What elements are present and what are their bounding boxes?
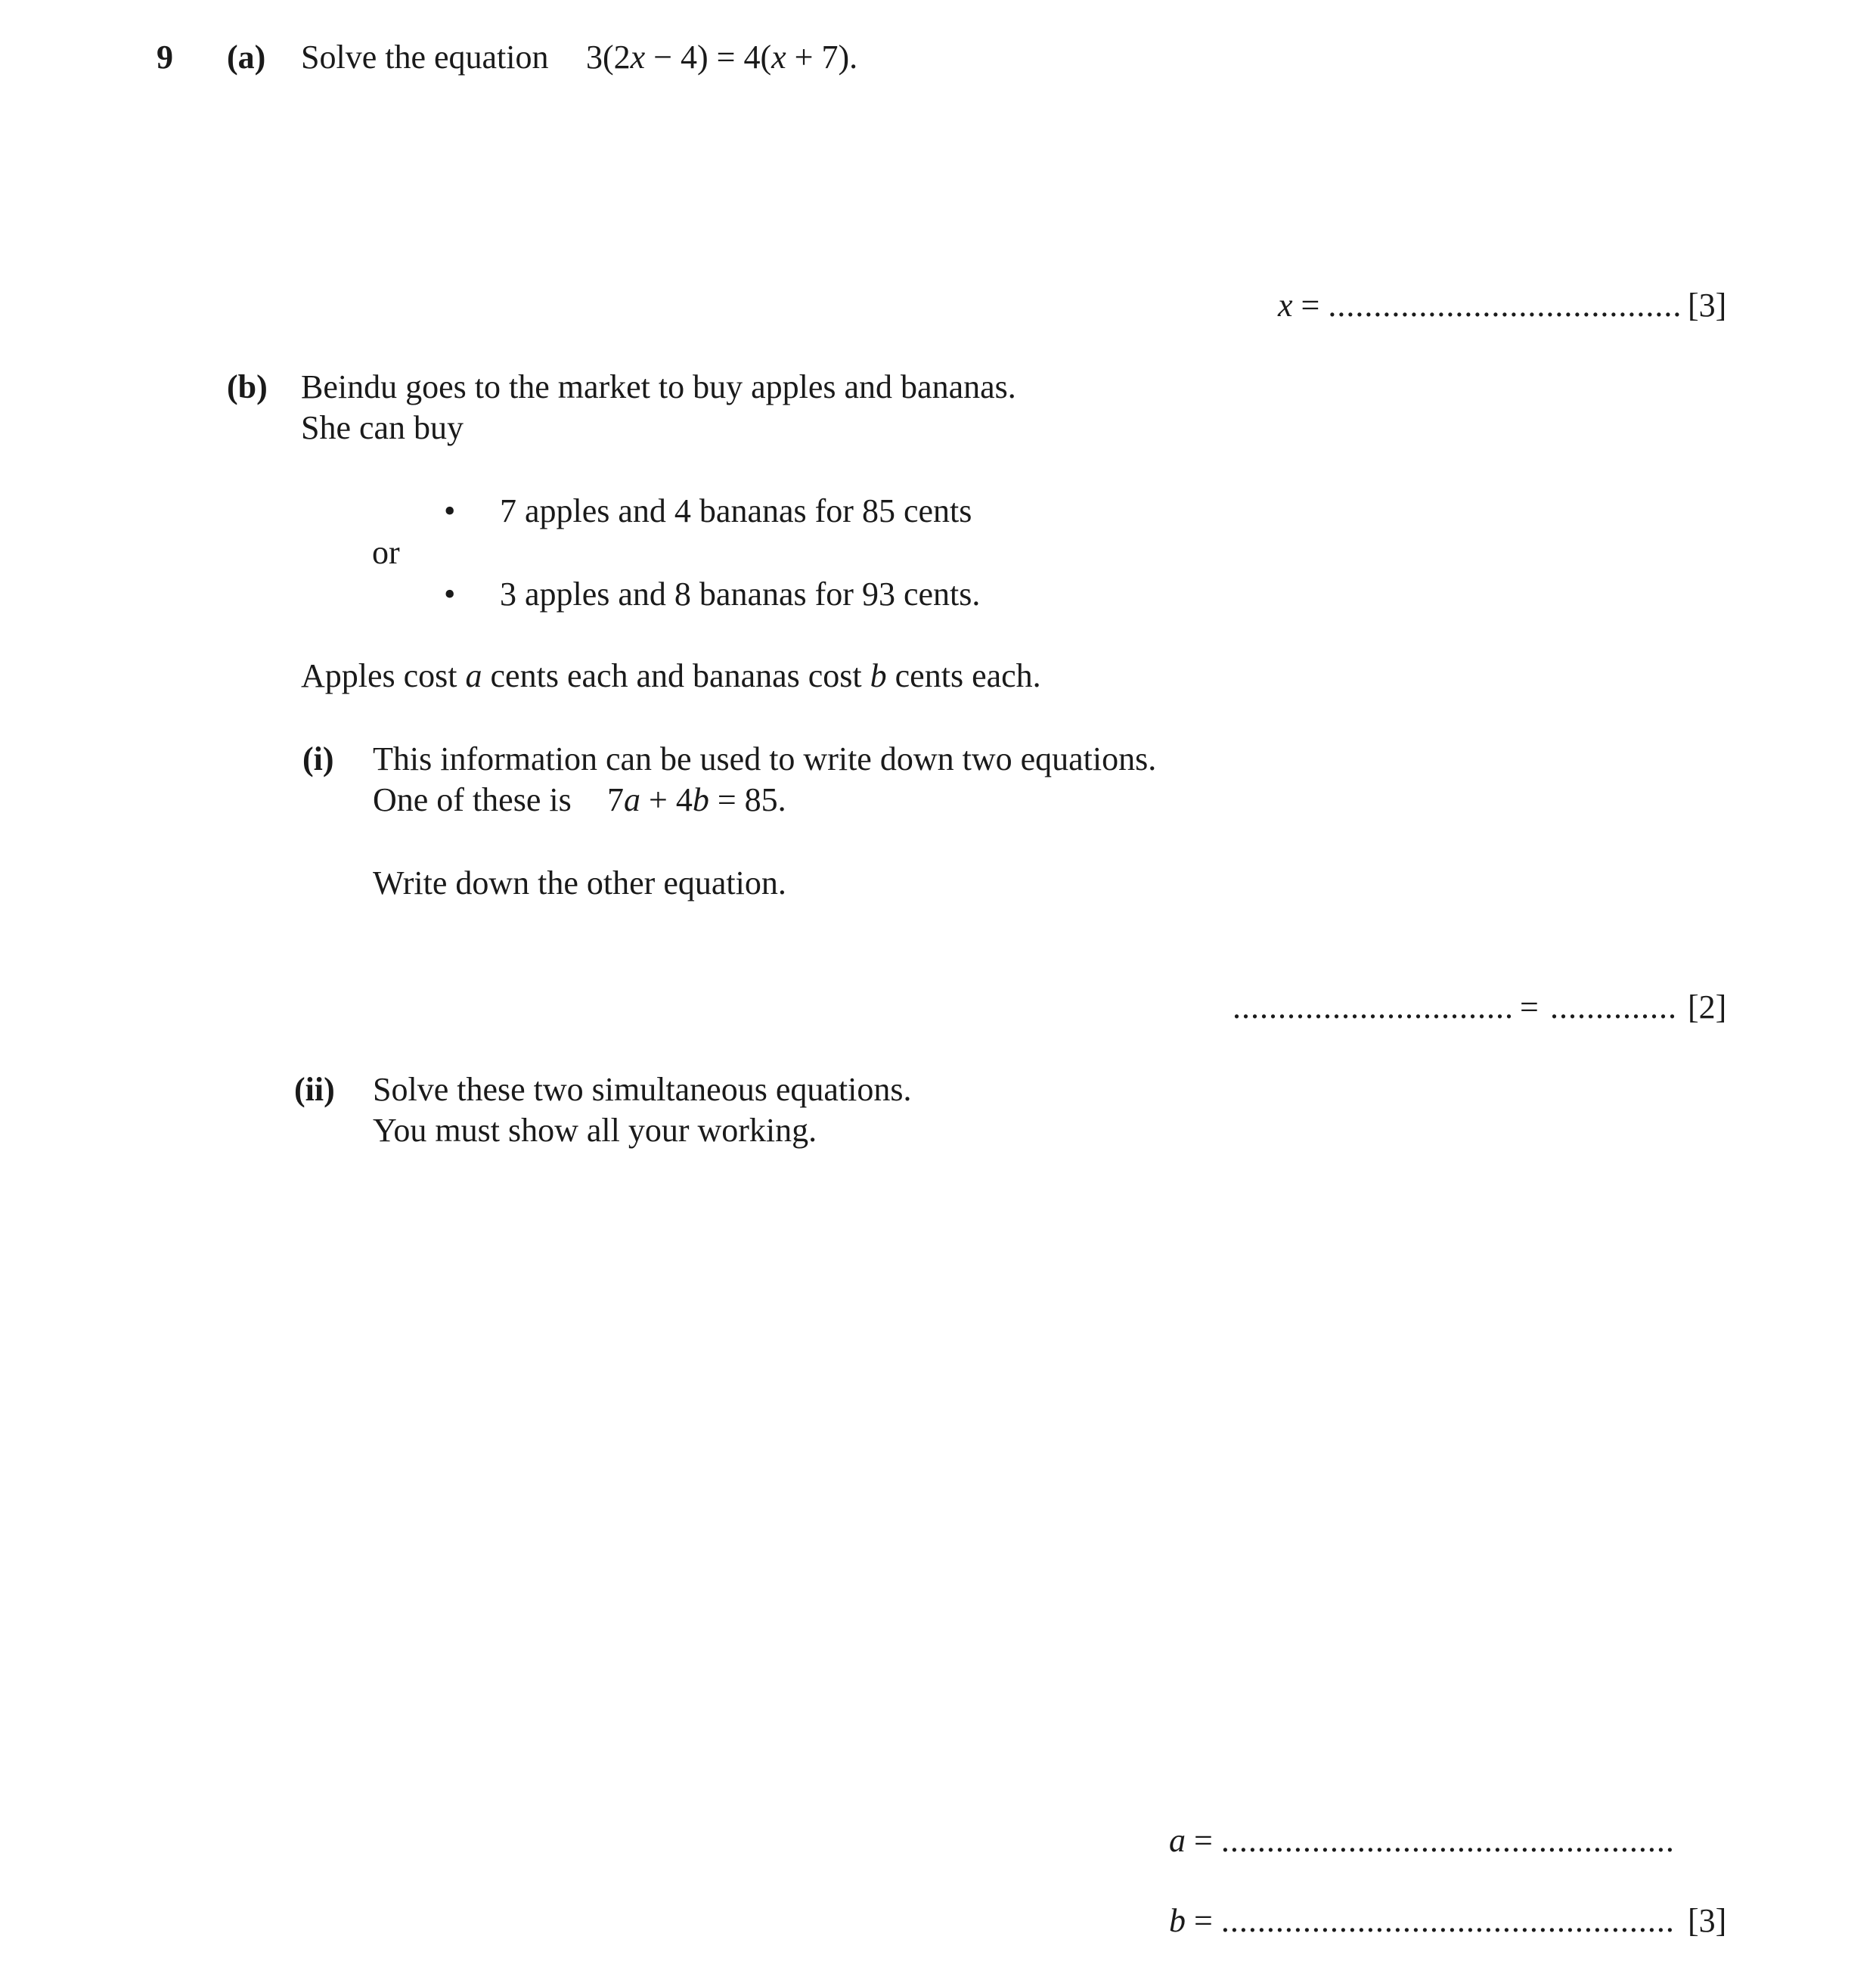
sub-ii-line1: Solve these two simultaneous equations. (373, 1071, 912, 1108)
sub-i-answer-equals: = (1520, 988, 1539, 1026)
question-number: 9 (157, 39, 173, 76)
sub-i-answer-left[interactable]: ............................... (1233, 988, 1514, 1026)
sub-ii-answer-a[interactable]: a = .................................................. (1169, 1822, 1675, 1859)
sub-ii-label: (ii) (294, 1071, 335, 1108)
sub-i-answer-right[interactable]: .............. (1550, 988, 1677, 1026)
answer-variable-b: b (1169, 1902, 1186, 1939)
sub-ii-line2: You must show all your working. (373, 1112, 817, 1149)
option-2: 3 apples and 8 bananas for 93 cents. (500, 576, 981, 613)
part-a-marks: [3] (1688, 287, 1727, 324)
part-a-label: (a) (227, 39, 266, 76)
part-a-prompt: Solve the equation (301, 39, 549, 76)
part-b-intro-line1: Beindu goes to the market to buy apples and bananas. (301, 368, 1016, 405)
part-b-intro-line2: She can buy (301, 409, 464, 446)
given-equation: 7a + 4b = 85. (607, 781, 786, 818)
or-word: or (372, 534, 400, 571)
bullet-2: • (444, 576, 456, 613)
answer-variable-x: x (1278, 287, 1293, 324)
sub-i-line2-prefix: One of these is (373, 781, 572, 818)
sub-i-label: (i) (302, 740, 334, 777)
part-a-answer-line[interactable]: x = ....................................... (1278, 287, 1682, 324)
part-a-equation: 3(2x − 4) = 4(x + 7). (586, 39, 858, 76)
option-1: 7 apples and 4 bananas for 85 cents (500, 492, 972, 529)
sub-i-marks: [2] (1688, 988, 1727, 1026)
cost-statement: Apples cost a cents each and bananas cost b cents each. (301, 657, 1041, 694)
part-b-label: (b) (227, 368, 268, 405)
answer-dots: ....................................... (1328, 287, 1682, 324)
sub-i-line1: This information can be used to write down two equations. (373, 740, 1157, 777)
sub-ii-answer-b[interactable]: b = .................................................. (1169, 1902, 1675, 1939)
sub-ii-marks: [3] (1688, 1902, 1727, 1939)
bullet-1: • (444, 492, 456, 529)
sub-i-line3: Write down the other equation. (373, 864, 786, 901)
answer-variable-a: a (1169, 1822, 1186, 1859)
